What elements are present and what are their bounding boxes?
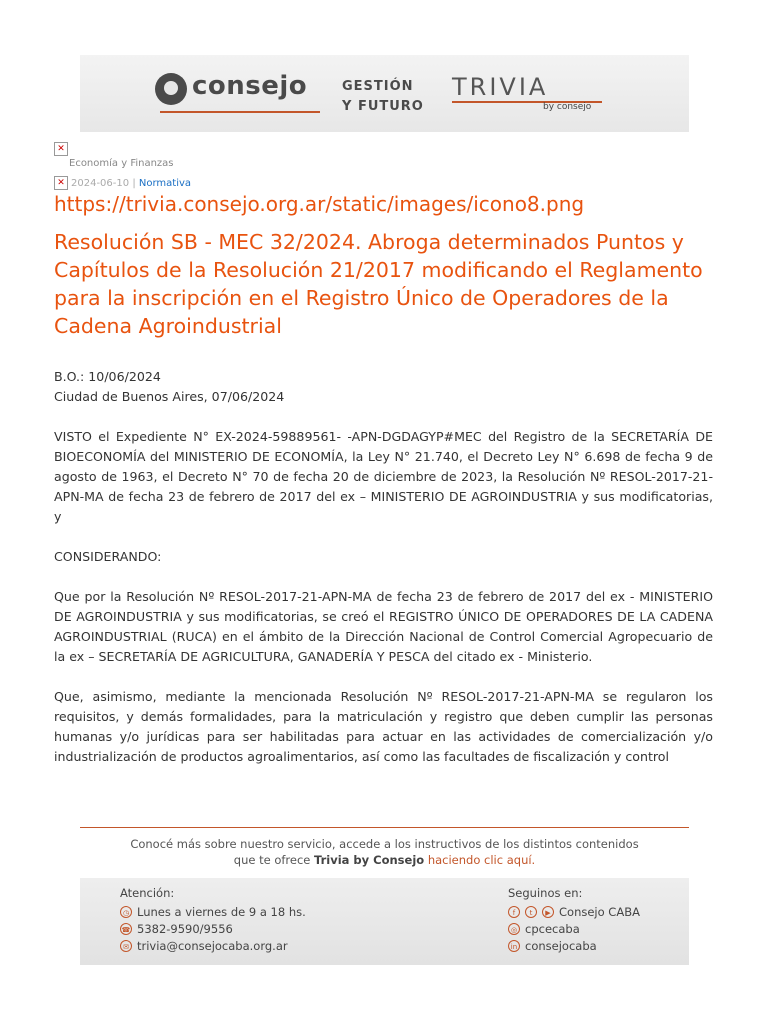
trivia-by-consejo-text: Trivia by Consejo [314, 853, 425, 867]
contact-panel [80, 878, 689, 965]
phone-row: ☎ 5382-9590/9556 [121, 921, 233, 936]
logo-underline [160, 111, 320, 113]
tagline-line-1: GESTIÓN [342, 79, 414, 94]
twitter-icon[interactable]: t [525, 906, 537, 918]
place-date: Ciudad de Buenos Aires, 07/06/2024 [54, 389, 285, 404]
linkedin-icon: in [508, 940, 520, 952]
tagline [342, 77, 424, 117]
article-body [54, 367, 713, 767]
email-row[interactable]: ✉ trivia@consejocaba.org.ar [120, 937, 306, 954]
article-date: 2024-06-10 [71, 178, 130, 189]
attention-label: Atención: [120, 886, 175, 900]
header-banner [80, 55, 689, 132]
click-here-link[interactable]: haciendo clic aquí. [427, 853, 536, 867]
article-title: Resolución SB - MEC 32/2024. Abroga determinados Puntos y Capítulos de la Resolución 21/2017 modificando el Reglamento para la inscripción en el Registro Único de Operadores de la Cadena Agroindustrial [54, 230, 703, 338]
hours-row: ◷ Lunes a viernes de 9 a 18 hs. [120, 903, 306, 920]
article-meta [71, 178, 191, 189]
facebook-icon[interactable]: f [508, 906, 520, 918]
attention-column [120, 886, 306, 954]
footer-divider [80, 827, 689, 828]
broken-image-icon: ✕ [54, 176, 68, 190]
trivia-logo: TRIVIA [452, 73, 549, 101]
paragraph: CONSIDERANDO: [54, 549, 162, 564]
tagline-line-2: Y FUTURO [342, 99, 424, 114]
footer-note-line-2: que te ofrece Trivia by Consejo haciendo clic aquí. [233, 853, 536, 867]
footer-note-line-1: Conocé más sobre nuestro servicio, accede a los instructivos de los distintos contenidos [130, 837, 639, 851]
email-icon: ✉ [120, 940, 132, 952]
paragraph: Que por la Resolución Nº RESOL-2017-21-APN-MA de fecha 23 de febrero de 2017 del ex - MINISTERIO DE AGROINDUSTRIA y sus modificatorias, se creó el REGISTRO ÚNICO DE OPERADORES DE LA CADENA AGROINDUSTRIAL (RUCA) en el ámbito de la Dirección Nacional de Control Comercial Agropecuario de la ex – SECRETARÍA DE AGRICULTURA, GANADERÍA Y PESCA del citado ex - Ministerio. [54, 589, 713, 664]
footer-note [80, 836, 689, 868]
paragraph: VISTO el Expediente N° EX-2024-59889561- -APN-DGDAGYP#MEC del Registro de la SECRETARÍA DE BIOECONOMÍA del MINISTERIO DE ECONOMÍA, la Ley N° 21.740, el Decreto Ley N° 6.698 de fecha 9 de agosto de 1963, el Decreto N° 70 de fecha 20 de diciembre de 2023, la Resolución Nº RESOL-2017-21-APN-MA de fecha 23 de febrero de 2017 del ex – MINISTERIO DE AGROINDUSTRIA y sus modificatorias, y [54, 429, 713, 524]
social-facebook-twitter-youtube[interactable]: f t ▶ Consejo CABA [508, 903, 640, 920]
youtube-icon[interactable]: ▶ [542, 906, 554, 918]
meta-separator: | [132, 178, 136, 189]
phone-icon: ☎ [120, 923, 132, 935]
paragraph: Que, asimismo, mediante la mencionada Resolución Nº RESOL-2017-21-APN-MA se regularon los requisitos, y demás formalidades, para la matriculación y registro que deben cumplir las personas humanas y/o jurídicas para ser habilitadas para actuar en las actividades de comercialización y/o industrialización de productos agroalimentarios, así como las facultades de fiscalización y control [54, 689, 713, 764]
instagram-icon: ◎ [508, 923, 520, 935]
social-column [508, 886, 640, 954]
bo-date: B.O.: 10/06/2024 [54, 369, 161, 384]
image-url-link[interactable]: https://trivia.consejo.org.ar/static/images/icono8.png [54, 192, 585, 216]
article-category: Economía y Finanzas [69, 158, 174, 169]
trivia-by-consejo: by consejo [543, 102, 592, 112]
consejo-logo-icon [155, 73, 187, 105]
clock-icon: ◷ [120, 906, 132, 918]
consejo-logo-text: consejo [192, 71, 308, 101]
follow-label: Seguinos en: [508, 886, 583, 900]
section-link[interactable]: Normativa [138, 178, 192, 189]
social-instagram[interactable]: ◎ cpcecaba [508, 920, 640, 937]
social-linkedin[interactable]: in consejocaba [508, 937, 640, 954]
broken-image-icon: ✕ [54, 142, 68, 156]
